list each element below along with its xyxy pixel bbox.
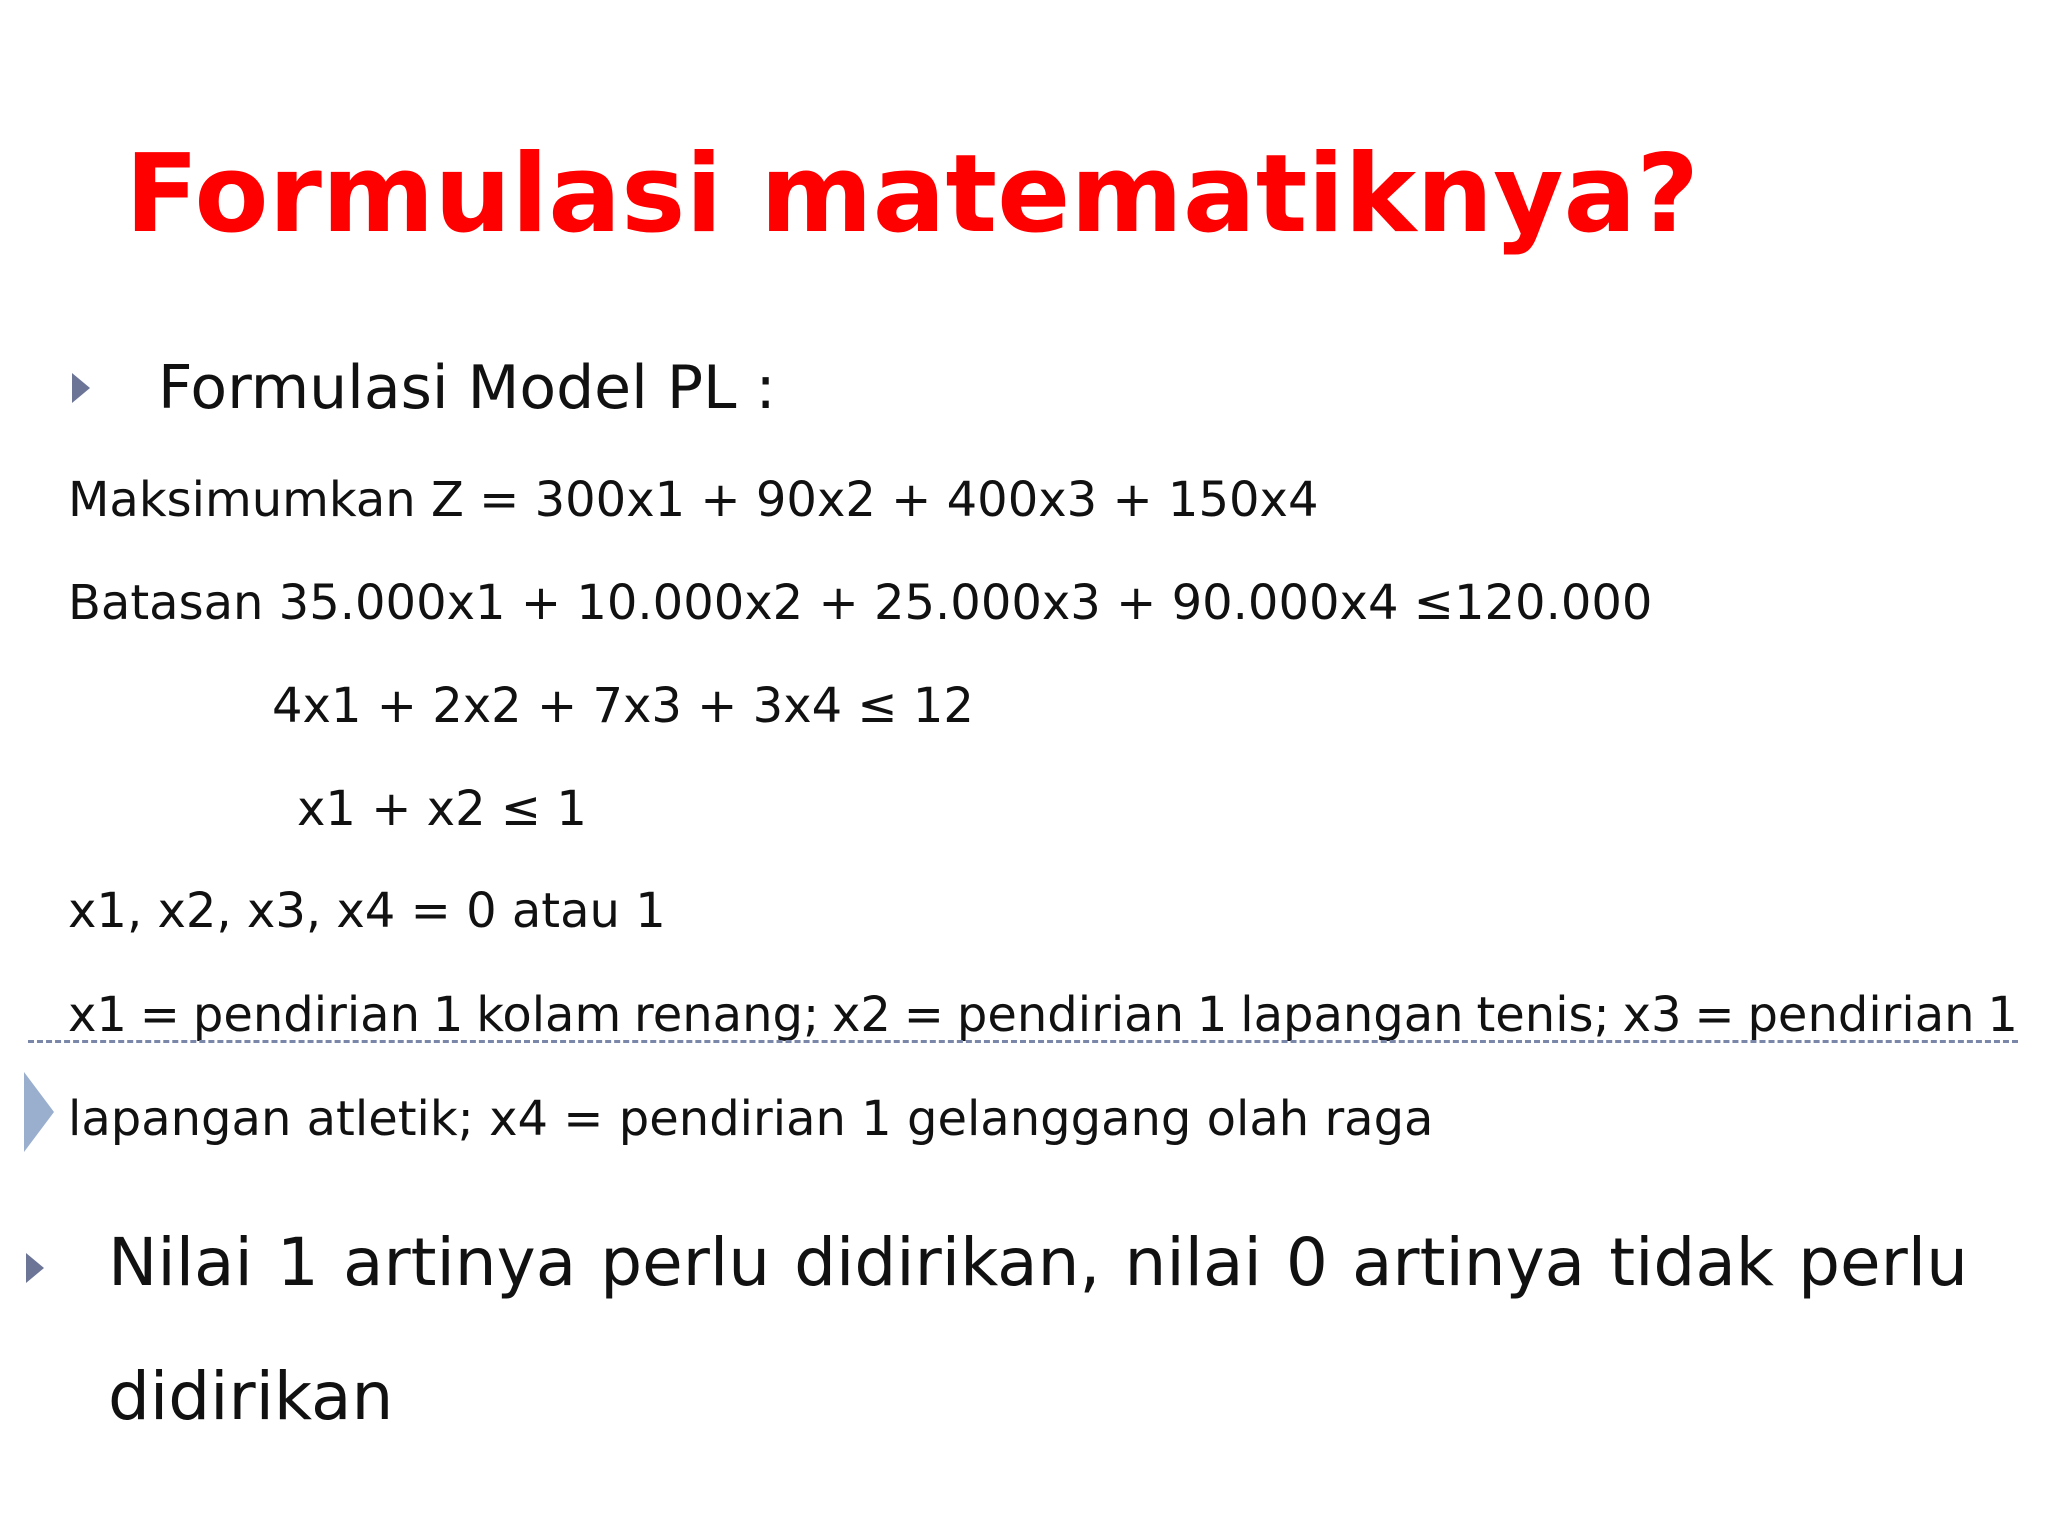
note-word: tidak	[1609, 1224, 1774, 1301]
note-word: 1	[276, 1224, 319, 1301]
definition-word: 1	[1987, 987, 2018, 1043]
definition-word: x3	[1622, 987, 1682, 1043]
definition-word: kolam	[476, 987, 622, 1043]
definition-word: 1	[432, 987, 464, 1043]
note-line-1	[108, 1218, 1968, 1308]
definition-word: lapangan	[1240, 987, 1464, 1043]
triangle-bullet-icon	[72, 373, 90, 403]
definition-word: pendirian	[192, 987, 420, 1043]
definition-word: 1	[1196, 987, 1228, 1043]
definition-word: tenis;	[1476, 987, 1610, 1043]
definition-word: x1	[68, 987, 127, 1043]
constraint-budget: Batasan 35.000x1 + 10.000x2 + 25.000x3 + 90.000x4 ≤120.000	[68, 575, 1653, 631]
variable-definition-line-2: lapangan atletik; x4 = pendirian 1 gelanggang olah raga	[68, 1091, 1434, 1147]
objective-function: Maksimumkan Z = 300x1 + 90x2 + 400x3 + 150x4	[68, 472, 1319, 528]
variable-definition-line-1	[68, 983, 2018, 1047]
model-heading: Formulasi Model PL :	[158, 353, 776, 423]
definition-word: =	[139, 987, 181, 1043]
definition-word: x2	[832, 987, 891, 1043]
chevron-right-icon	[24, 1072, 54, 1152]
note-word: perlu	[600, 1224, 771, 1301]
constraint-land: 4x1 + 2x2 + 7x3 + 3x4 ≤ 12	[272, 678, 974, 734]
triangle-bullet-icon	[26, 1253, 44, 1283]
definition-word: =	[903, 987, 945, 1043]
note-line-2: didirikan	[108, 1358, 394, 1435]
note-word: perlu	[1798, 1224, 1968, 1301]
note-word: 0	[1285, 1224, 1328, 1301]
variable-domain: x1, x2, x3, x4 = 0 atau 1	[68, 883, 666, 939]
section-divider	[28, 1040, 2018, 1043]
constraint-exclusive: x1 + x2 ≤ 1	[297, 781, 587, 837]
definition-word: pendirian	[956, 987, 1184, 1043]
definition-word: renang;	[634, 987, 820, 1043]
note-word: Nilai	[108, 1224, 253, 1301]
note-word: artinya	[1351, 1224, 1586, 1301]
note-word: nilai	[1124, 1224, 1262, 1301]
definition-word: =	[1694, 987, 1735, 1043]
note-word: artinya	[343, 1224, 577, 1301]
definition-word: pendirian	[1747, 987, 1975, 1043]
slide-title: Formulasi matematiknya?	[125, 132, 1700, 257]
note-word: didirikan,	[794, 1224, 1101, 1301]
